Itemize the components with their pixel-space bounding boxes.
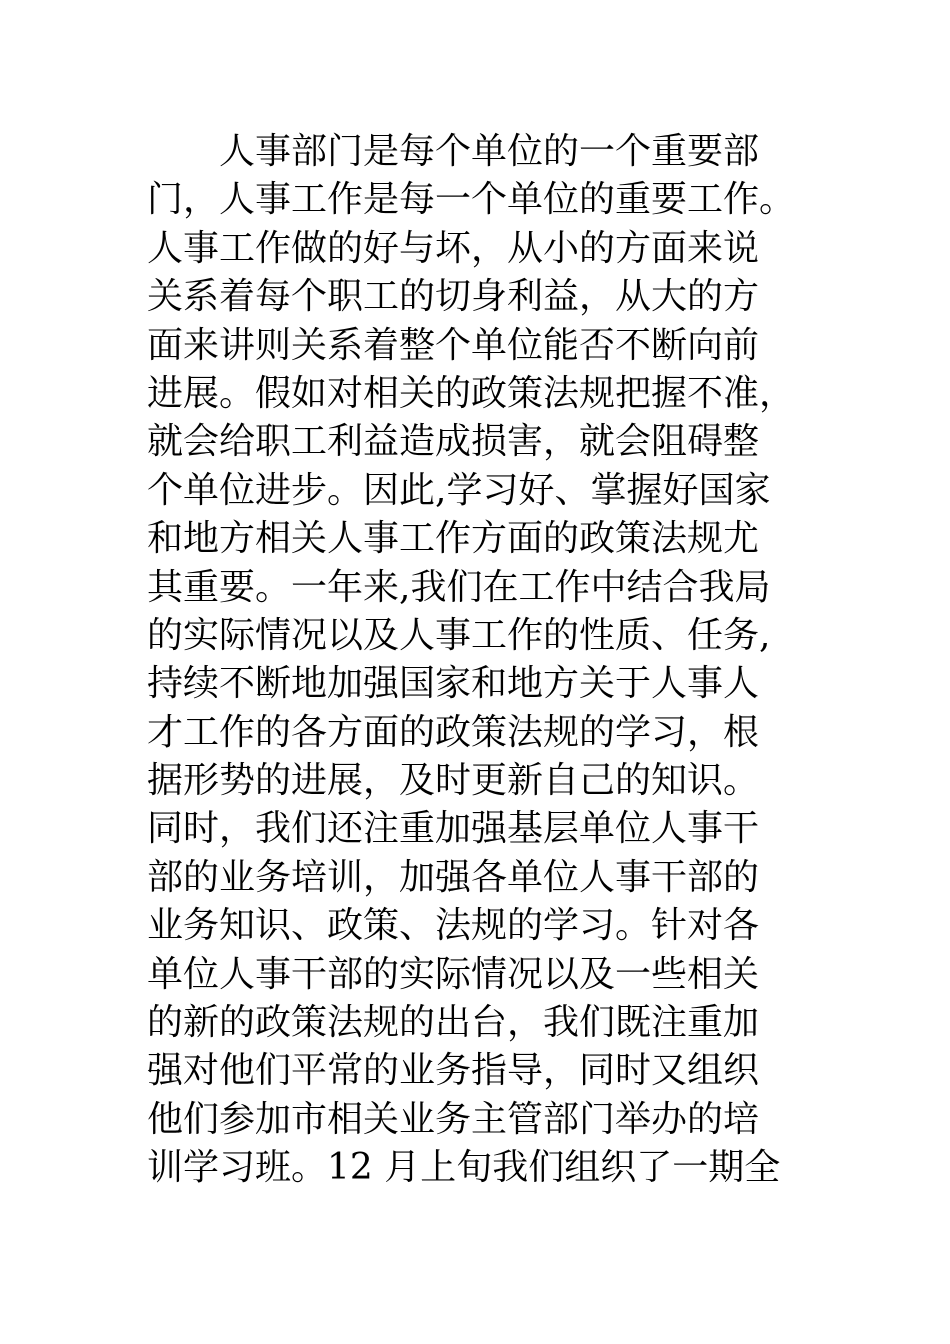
text-line: 关系着每个职工的切身利益，从大的方 — [147, 276, 760, 318]
text-line: 训学习班。12 月上旬我们组织了一期全 — [147, 1147, 781, 1189]
text-line: 的实际情况以及人事工作的性质、任务, — [147, 614, 771, 656]
text-line: 同时，我们还注重加强基层单位人事干 — [147, 808, 760, 850]
text-line: 人事工作做的好与坏，从小的方面来说 — [147, 227, 760, 269]
body-paragraph — [147, 128, 847, 1193]
text-line: 门，人事工作是每一个单位的重要工作。 — [147, 179, 796, 221]
text-line: 个单位进步。因此,学习好、掌握好国家 — [147, 469, 771, 511]
text-line: 面来讲则关系着整个单位能否不断向前 — [147, 324, 760, 366]
text-line: 单位人事干部的实际情况以及一些相关 — [147, 953, 760, 995]
text-line: 他们参加市相关业务主管部门举办的培 — [147, 1098, 760, 1140]
text-line: 人事部门是每个单位的一个重要部 — [147, 131, 760, 172]
text-line: 部的业务培训，加强各单位人事干部的 — [147, 856, 760, 898]
text-line: 其重要。一年来,我们在工作中结合我局 — [147, 566, 771, 608]
text-line: 才工作的各方面的政策法规的学习，根 — [147, 711, 760, 753]
text-line: 就会给职工利益造成损害，就会阻碍整 — [147, 421, 760, 463]
text-line: 进展。假如对相关的政策法规把握不准， — [147, 372, 796, 414]
text-line: 强对他们平常的业务指导，同时又组织 — [147, 1050, 760, 1092]
text-line: 和地方相关人事工作方面的政策法规尤 — [147, 518, 760, 560]
text-line: 据形势的进展，及时更新自己的知识。 — [147, 760, 760, 802]
text-line: 的新的政策法规的出台，我们既注重加 — [147, 1002, 760, 1044]
text-line: 业务知识、政策、法规的学习。针对各 — [147, 905, 760, 947]
text-line: 持续不断地加强国家和地方关于人事人 — [147, 663, 760, 705]
